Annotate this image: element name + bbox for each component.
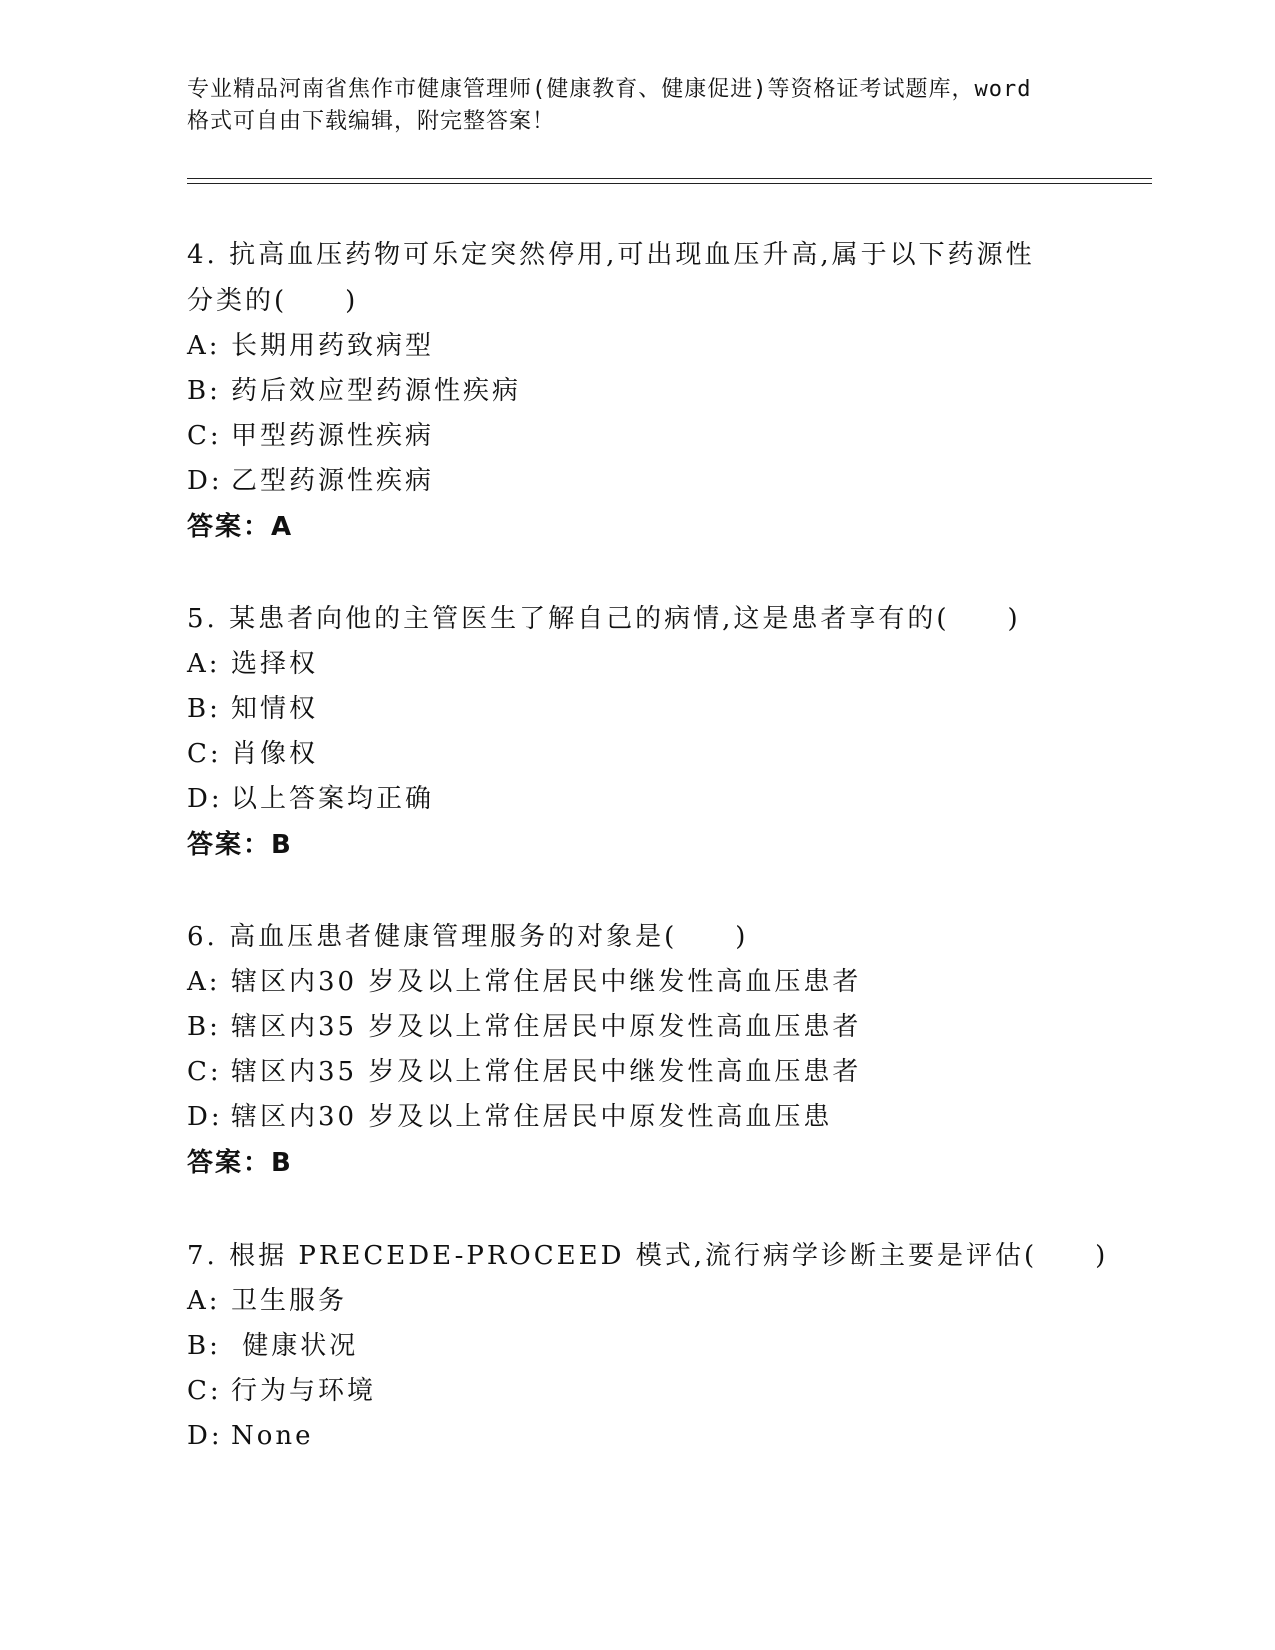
option-text: 行为与环境 [231,1376,377,1406]
header-line-2: 格式可自由下载编辑，附完整答案！ [187,109,556,134]
option-d [187,777,1087,822]
option-text: None [231,1421,314,1451]
option-letter: D: [187,466,223,496]
option-text: 辖区内30 岁及以上常住居民中继发性高血压患者 [231,967,862,997]
option-letter: C: [187,1057,222,1087]
option-letter: A: [187,967,221,997]
option-d [187,1414,1087,1459]
option-text: 知情权 [231,694,319,724]
option-letter: D: [187,1102,223,1132]
option-letter: B: [187,1012,221,1042]
option-letter: A: [187,649,221,679]
option-text: 乙型药源性疾病 [231,466,435,496]
option-b [187,687,1087,732]
option-letter: D: [187,784,223,814]
option-a [187,1279,1087,1324]
option-d [187,1095,1087,1140]
question-6 [187,915,1087,1186]
option-letter: C: [187,1376,222,1406]
answer-label: 答案：B [187,1148,293,1178]
question-4 [187,232,1087,550]
header-line-1: 专业精品河南省焦作市健康管理师(健康教育、健康促进)等资格证考试题库，word [187,77,1032,102]
option-text: 辖区内35 岁及以上常住居民中继发性高血压患者 [231,1057,862,1087]
option-letter: C: [187,739,222,769]
option-b [187,1324,1087,1369]
option-text: 辖区内35 岁及以上常住居民中原发性高血压患者 [231,1012,862,1042]
option-text: 肖像权 [231,739,319,769]
question-7 [187,1234,1109,1459]
option-text: 长期用药致病型 [231,331,435,361]
option-a [187,324,1087,369]
option-c [187,1369,1087,1414]
option-text: 甲型药源性疾病 [231,421,435,451]
option-b [187,1005,1087,1050]
document-header [187,74,1087,138]
option-letter: B: [187,1331,221,1361]
option-letter: A: [187,331,221,361]
question-stem: 6. 高血压患者健康管理服务的对象是( ) [187,922,749,952]
question-stem: 4. 抗高血压药物可乐定突然停用,可出现血压升高,属于以下药源性分类的( ) [187,240,1035,316]
option-text: 辖区内30 岁及以上常住居民中原发性高血压患 [231,1102,833,1132]
option-letter: B: [187,694,221,724]
option-letter: B: [187,376,221,406]
option-letter: D: [187,1421,223,1451]
option-a [187,642,1087,687]
option-text: 以上答案均正确 [231,784,435,814]
option-text: 卫生服务 [231,1286,348,1316]
option-d [187,459,1087,504]
header-divider-bottom [187,183,1152,184]
option-letter: A: [187,1286,221,1316]
question-5 [187,597,1087,868]
answer-label: 答案：B [187,830,293,860]
question-stem: 7. 根据 PRECEDE-PROCEED 模式,流行病学诊断主要是评估( ) [187,1241,1109,1271]
option-c [187,1050,1087,1095]
option-c [187,732,1087,777]
option-text: 健康状况 [231,1331,359,1361]
option-a [187,960,1087,1005]
option-letter: C: [187,421,222,451]
option-b [187,369,1087,414]
answer-label: 答案：A [187,512,294,542]
option-c [187,414,1087,459]
question-stem: 5. 某患者向他的主管医生了解自己的病情,这是患者享有的( ) [187,604,1021,634]
option-text: 选择权 [231,649,319,679]
option-text: 药后效应型药源性疾病 [231,376,522,406]
header-divider-top [187,178,1152,179]
